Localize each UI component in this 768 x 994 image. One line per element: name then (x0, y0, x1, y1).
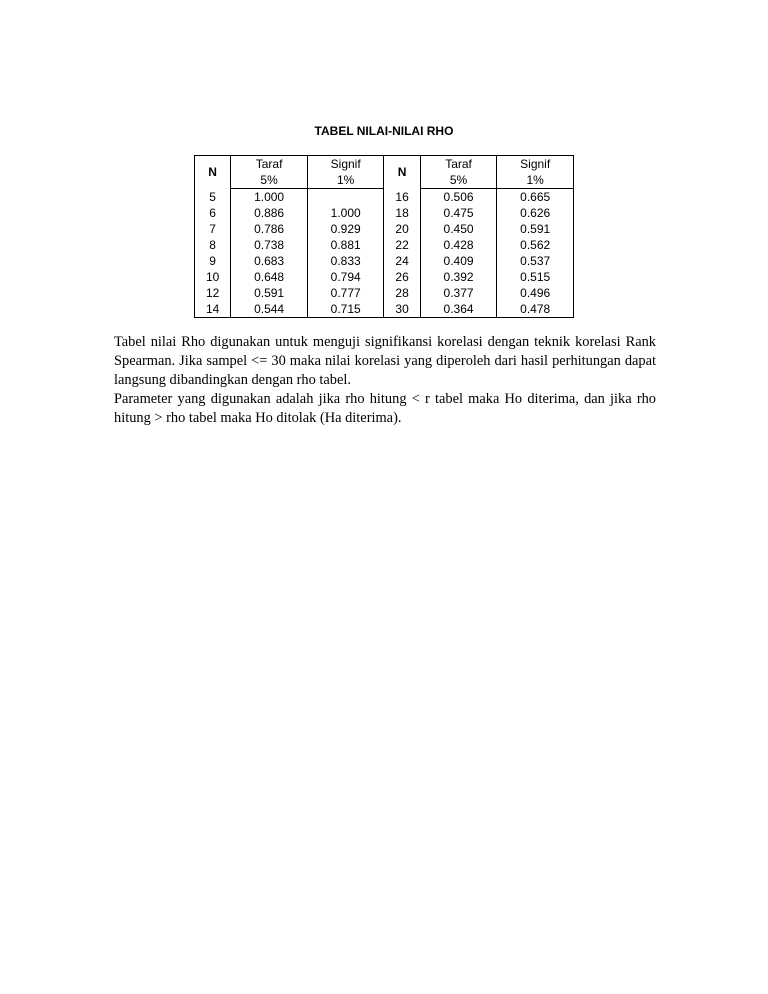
cell-n-left: 12 (195, 285, 231, 301)
cell-signif-left: 0.833 (307, 253, 384, 269)
table-row (195, 269, 574, 285)
table-row (195, 301, 574, 318)
header-signif-level-left: 1% (307, 172, 384, 189)
description-paragraph-1: Tabel nilai Rho digunakan untuk menguji signifikansi korelasi dengan teknik korelasi Rank Spearman. Jika sampel <= 30 maka nilai korelasi yang diperoleh dari hasil perhitungan dapat langsung dibandingkan dengan rho tabel. (114, 334, 656, 388)
cell-signif-left: 0.881 (307, 237, 384, 253)
cell-n-right: 16 (384, 189, 420, 206)
table-row (195, 237, 574, 253)
cell-n-left: 14 (195, 301, 231, 318)
cell-taraf-left: 0.591 (231, 285, 308, 301)
cell-n-right: 22 (384, 237, 420, 253)
cell-signif-right: 0.537 (497, 253, 574, 269)
cell-signif-left (307, 189, 384, 206)
cell-signif-right: 0.515 (497, 269, 574, 285)
cell-taraf-right: 0.475 (420, 205, 497, 221)
header-n-left: N (195, 156, 231, 189)
cell-n-right: 20 (384, 221, 420, 237)
cell-taraf-left: 0.544 (231, 301, 308, 318)
cell-taraf-left: 0.683 (231, 253, 308, 269)
cell-taraf-left: 0.738 (231, 237, 308, 253)
rho-table (194, 155, 574, 318)
table-row (195, 205, 574, 221)
cell-signif-left: 1.000 (307, 205, 384, 221)
table-row (195, 253, 574, 269)
cell-n-left: 8 (195, 237, 231, 253)
cell-signif-left: 0.794 (307, 269, 384, 285)
cell-signif-left: 0.777 (307, 285, 384, 301)
cell-n-right: 30 (384, 301, 420, 318)
page-title: TABEL NILAI-NILAI RHO (314, 124, 454, 138)
cell-taraf-right: 0.428 (420, 237, 497, 253)
cell-n-right: 26 (384, 269, 420, 285)
cell-signif-left: 0.715 (307, 301, 384, 318)
cell-taraf-left: 0.886 (231, 205, 308, 221)
description-paragraph-2: Parameter yang digunakan adalah jika rho hitung < r tabel maka Ho diterima, dan jika rho hitung > rho tabel maka Ho ditolak (Ha diterima). (114, 391, 656, 426)
cell-taraf-right: 0.409 (420, 253, 497, 269)
cell-signif-right: 0.626 (497, 205, 574, 221)
header-signif-right: Signif (497, 156, 574, 173)
cell-signif-left: 0.929 (307, 221, 384, 237)
header-taraf-right: Taraf (420, 156, 497, 173)
cell-taraf-right: 0.506 (420, 189, 497, 206)
cell-signif-right: 0.665 (497, 189, 574, 206)
cell-n-left: 9 (195, 253, 231, 269)
cell-signif-right: 0.562 (497, 237, 574, 253)
cell-n-right: 24 (384, 253, 420, 269)
description-text (114, 333, 656, 428)
table-row (195, 221, 574, 237)
cell-signif-right: 0.496 (497, 285, 574, 301)
table-row (195, 189, 574, 206)
header-taraf-level-left: 5% (231, 172, 308, 189)
cell-taraf-right: 0.450 (420, 221, 497, 237)
header-taraf-level-right: 5% (420, 172, 497, 189)
header-signif-level-right: 1% (497, 172, 574, 189)
cell-n-left: 5 (195, 189, 231, 206)
header-n-right: N (384, 156, 420, 189)
cell-taraf-left: 1.000 (231, 189, 308, 206)
cell-signif-right: 0.591 (497, 221, 574, 237)
cell-n-right: 28 (384, 285, 420, 301)
table-header-row (195, 156, 574, 173)
cell-taraf-right: 0.392 (420, 269, 497, 285)
table-row (195, 285, 574, 301)
cell-taraf-left: 0.786 (231, 221, 308, 237)
cell-n-left: 7 (195, 221, 231, 237)
cell-taraf-right: 0.364 (420, 301, 497, 318)
cell-n-left: 10 (195, 269, 231, 285)
cell-signif-right: 0.478 (497, 301, 574, 318)
cell-taraf-right: 0.377 (420, 285, 497, 301)
header-signif-left: Signif (307, 156, 384, 173)
cell-n-left: 6 (195, 205, 231, 221)
cell-taraf-left: 0.648 (231, 269, 308, 285)
header-taraf-left: Taraf (231, 156, 308, 173)
cell-n-right: 18 (384, 205, 420, 221)
